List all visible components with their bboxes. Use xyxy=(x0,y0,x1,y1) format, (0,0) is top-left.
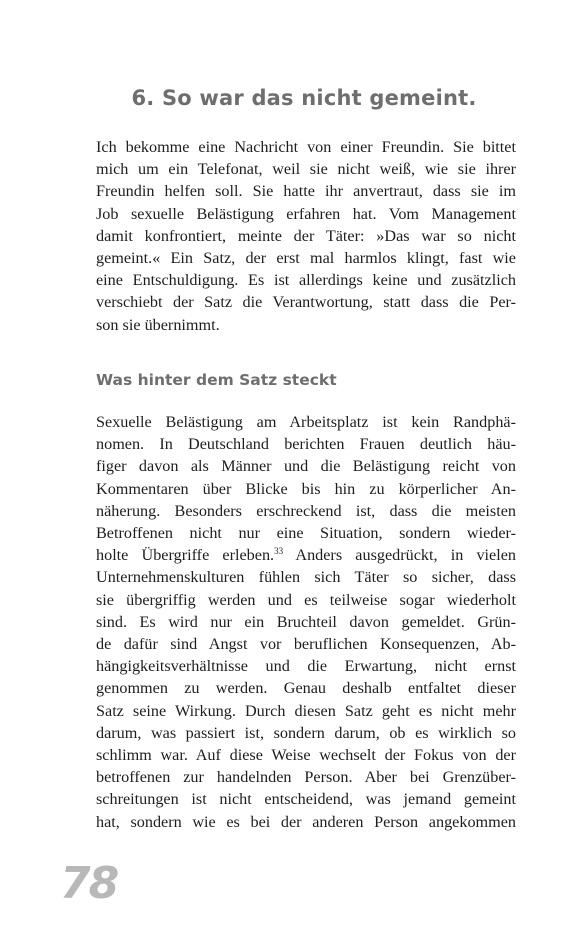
text-line: gemeint.« Ein Satz, der erst mal harmlos klingt, fast wie xyxy=(96,249,516,268)
text-line: eine Entschuldigung. Es ist allerdings keine und zusätzlich xyxy=(96,271,516,290)
text-line: schreitungen ist nicht entscheidend, was jemand gemeint xyxy=(96,790,516,809)
text-line: darum, was passiert ist, sondern darum, ob es wirklich so xyxy=(96,723,516,742)
text-line: Sexuelle Belästigung am Arbeitsplatz ist kein Randphä- xyxy=(96,413,516,431)
text-line: damit konfrontiert, meinte der Täter: »Das war so nicht xyxy=(96,226,516,245)
text-line: Satz seine Wirkung. Durch diesen Satz geht es nicht mehr xyxy=(96,701,516,720)
text-line: genommen zu werden. Genau deshalb entfaltet dieser xyxy=(96,679,516,698)
text-line: Ich bekomme eine Nachricht von einer Freundin. Sie bittet xyxy=(96,138,516,156)
text-line-with-footnote xyxy=(96,544,516,566)
text-line: schlimm war. Auf diese Weise wechselt der Fokus von der xyxy=(96,746,516,765)
intro-paragraph xyxy=(96,136,516,336)
section-heading: Was hinter dem Satz steckt xyxy=(96,371,337,389)
text-line: hängigkeitsverhältnisse und die Erwartung, nicht ernst xyxy=(96,657,516,676)
text-line: sind. Es wird nur ein Bruchteil davon gemeldet. Grün- xyxy=(96,612,516,631)
text-line: Freundin helfen soll. Sie hatte ihr anvertraut, dass sie im xyxy=(96,182,516,201)
text-line: Betroffenen nicht nur eine Situation, sondern wieder- xyxy=(96,524,516,543)
text-line: verschiebt der Satz die Verantwortung, statt dass die Per- xyxy=(96,293,516,312)
text-line: näherung. Besonders erschreckend ist, dass die meisten xyxy=(96,501,516,520)
text-segment: Anders ausgedrückt, in vielen xyxy=(295,546,517,565)
text-line: de dafür sind Angst vor beruflichen Konsequenzen, Ab- xyxy=(96,635,516,654)
text-line: figer davon als Männer und die Belästigung reicht von xyxy=(96,457,516,476)
text-line: Kommentaren über Blicke bis hin zu körperlicher An- xyxy=(96,479,516,498)
chapter-title: 6. So war das nicht gemeint. xyxy=(131,86,477,110)
footnote-reference[interactable]: 33 xyxy=(274,546,284,557)
text-line: Job sexuelle Belästigung erfahren hat. Vom Management xyxy=(96,204,516,223)
page-number: 78 xyxy=(60,858,118,909)
text-line: nomen. In Deutschland berichten Frauen deutlich häu- xyxy=(96,435,516,454)
text-segment: holte Übergriffe erleben. xyxy=(96,546,275,565)
text-line: hat, sondern wie es bei der anderen Person angekommen xyxy=(96,812,516,831)
section-paragraph xyxy=(96,411,516,833)
text-line: Unternehmenskulturen fühlen sich Täter so sicher, dass xyxy=(96,568,516,587)
text-line: sie übergriffig werden und es teilweise sogar wiederholt xyxy=(96,590,516,609)
text-line: betroffenen zur handelnden Person. Aber bei Grenzüber- xyxy=(96,768,516,787)
text-line: son sie übernimmt. xyxy=(96,315,220,334)
text-line: mich um ein Telefonat, weil sie nicht weiß, wie sie ihrer xyxy=(96,160,516,179)
